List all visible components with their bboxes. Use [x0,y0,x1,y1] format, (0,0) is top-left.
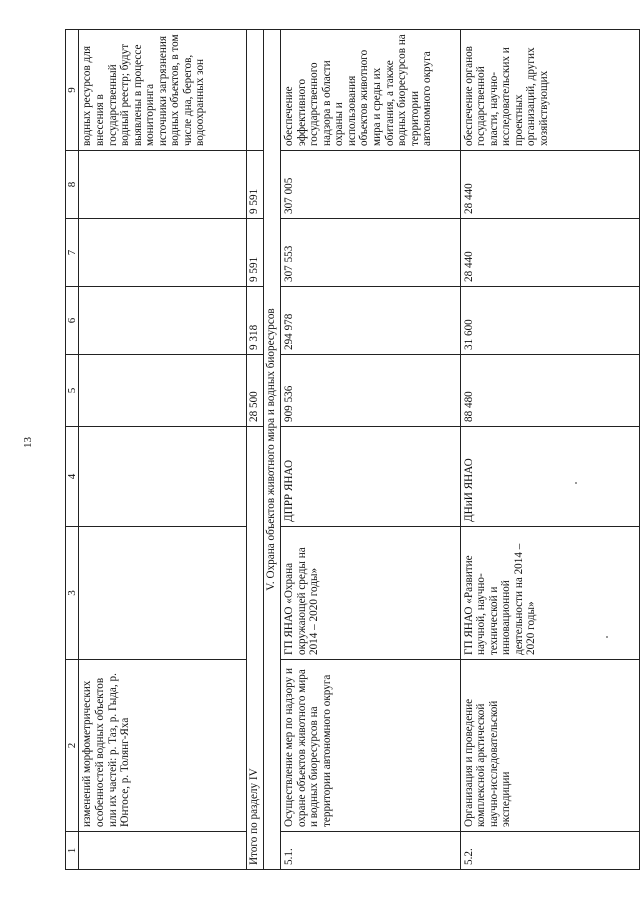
header-cell-7: 7 [66,219,79,287]
header-cell-1: 1 [66,832,79,870]
cell-empty [79,527,246,660]
header-cell-4: 4 [66,427,79,527]
row-c6: 31 600 [460,287,639,355]
continuation-name: изменений морфометрических особенностей водных объектов или их частей: р. Таз, р. Гыда, р. Юнтосе, р. Толянг-Яха [79,660,246,832]
cell-empty [79,355,246,427]
row-result: обеспечение органов государственной власти, научно-исследовательских и проектных организаций, других хозяйствующих [460,30,639,151]
row-number: 5.1. [281,832,460,870]
table-row [281,30,460,870]
header-cell-2: 2 [66,660,79,832]
cell-empty [246,30,263,151]
row-name: Организация и проведение комплексной арктической научно-исследовательской экспедиции [460,660,639,832]
row-c5: 909 536 [281,355,460,427]
header-row [66,30,79,870]
total-label: Итого по разделу IV [246,427,263,870]
header-cell-9: 9 [66,30,79,151]
cell-empty [79,832,246,870]
cell-empty [79,151,246,219]
header-cell-6: 6 [66,287,79,355]
row-c5: 88 480 [460,355,639,427]
program-table [65,29,640,870]
header-cell-8: 8 [66,151,79,219]
header-cell-5: 5 [66,355,79,427]
rotated-table-container [65,30,640,870]
section-row [263,30,280,870]
row-name: Осуществление мер по надзору и охране объектов животного мира и водных биоресурсов на территории автономного округа [281,660,460,832]
row-executor: ДНиИ ЯНАО [460,427,639,527]
cell-empty [79,219,246,287]
header-cell-3: 3 [66,527,79,660]
row-executor: ДПРР ЯНАО [281,427,460,527]
total-c5: 28 500 [246,355,263,427]
scan-speck [575,482,577,484]
total-c6: 9 318 [246,287,263,355]
scan-speck [606,636,608,638]
row-program: ГП ЯНАО «Развитие научной, научно-технической и инновационной деятельности на 2014 – 2020 годы» [460,527,639,660]
total-row [246,30,263,870]
row-program: ГП ЯНАО «Охрана окружающей среды на 2014 – 2020 годы» [281,527,460,660]
page-number: 13 [22,437,34,448]
table-row [460,30,639,870]
cell-empty [79,287,246,355]
continuation-result: водных ресурсов для внесения в государственный водный реестр; будут выявлены в процессе мониторинга источники загрязнения водных объектов, в том числе дна, берегов, водоохранных зон [79,30,246,151]
total-c7: 9 591 [246,219,263,287]
row-result: обеспечение эффективного государственного надзора в области охраны и использования объектов животного мира и среды их обитания, а также водных биоресурсов на территории автономного округа [281,30,460,151]
continuation-row [79,30,246,870]
row-c7: 307 553 [281,219,460,287]
row-c8: 307 005 [281,151,460,219]
section-title: V. Охрана объектов животного мира и водных биоресурсов [263,30,280,870]
cell-empty [79,427,246,527]
row-number: 5.2. [460,832,639,870]
row-c7: 28 440 [460,219,639,287]
row-c8: 28 440 [460,151,639,219]
total-c8: 9 591 [246,151,263,219]
row-c6: 294 978 [281,287,460,355]
